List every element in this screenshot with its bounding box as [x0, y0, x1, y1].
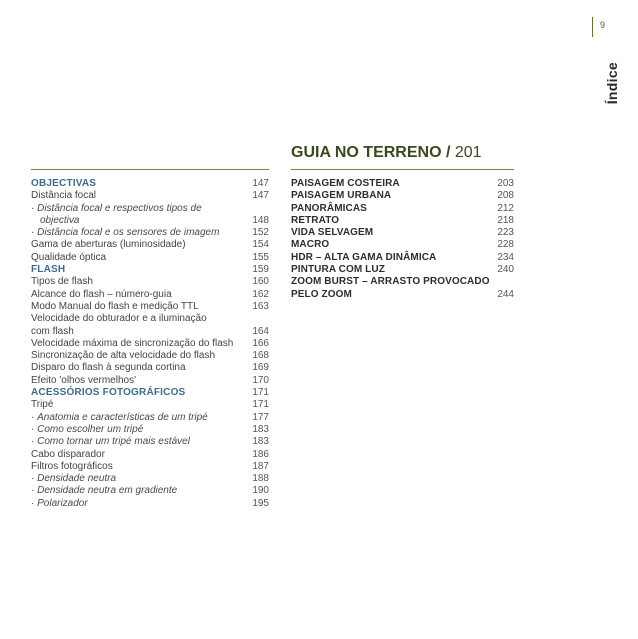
- toc-entry: [31, 338, 269, 350]
- toc-entry-page: 218: [497, 214, 514, 226]
- toc-entry: [31, 362, 269, 374]
- toc-entry: [31, 449, 269, 461]
- toc-entry-title: Efeito 'olhos vermelhos': [31, 374, 136, 386]
- toc-entry-title: Filtros fotográficos: [31, 460, 113, 472]
- toc-entry-title: · Como tornar um tripé mais estável: [31, 436, 190, 448]
- toc-entry: [291, 252, 514, 264]
- toc-entry-page: 208: [497, 190, 514, 202]
- toc-entry: [31, 412, 269, 424]
- page-number-divider: [592, 17, 593, 37]
- toc-entry-page: 160: [252, 276, 269, 288]
- page-number: 9: [600, 20, 606, 30]
- toc-entry-title: · Distância focal e respectivos tipos de: [31, 203, 202, 215]
- toc-entry: [291, 239, 514, 251]
- toc-entry-page: 166: [252, 337, 269, 349]
- toc-entry: [31, 227, 269, 239]
- toc-entry: [31, 436, 269, 448]
- toc-entry: [31, 424, 269, 436]
- toc-entry: [31, 215, 269, 227]
- toc-entry-page: 162: [252, 288, 269, 300]
- toc-entry: [31, 350, 269, 362]
- toc-entry: [31, 498, 269, 510]
- toc-entry: [291, 289, 514, 301]
- toc-entry-page: 240: [497, 264, 514, 276]
- toc-entry-page: 190: [252, 485, 269, 497]
- toc-entry: [31, 326, 269, 338]
- toc-entry-page: 177: [252, 411, 269, 423]
- toc-entry-title: Qualidade óptica: [31, 251, 107, 263]
- toc-entry-title: PAISAGEM URBANA: [291, 190, 392, 202]
- toc-entry-title: Velocidade máxima de sincronização do flash: [31, 337, 234, 349]
- toc-entry: [31, 485, 269, 497]
- toc-entry-page: 169: [252, 362, 269, 374]
- toc-entry-page: 203: [497, 178, 514, 189]
- toc-left-column: [31, 178, 269, 510]
- toc-entry-page: 155: [252, 251, 269, 263]
- index-title: Índice: [604, 62, 620, 105]
- toc-entry-title: Distância focal: [31, 190, 97, 202]
- toc-entry-title: · Polarizador: [31, 498, 88, 510]
- toc-entry: [291, 264, 514, 276]
- toc-entry-page: 187: [252, 460, 269, 472]
- toc-entry-page: 168: [252, 350, 269, 362]
- toc-entry-page: 183: [252, 423, 269, 435]
- toc-entry-title: HDR – ALTA GAMA DINÂMICA: [291, 251, 437, 263]
- toc-entry-page: 171: [252, 399, 269, 411]
- toc-entry-page: 223: [497, 227, 514, 239]
- toc-entry-page: 170: [252, 374, 269, 386]
- toc-entry-title: FLASH: [31, 264, 66, 276]
- toc-entry-title: objectiva: [40, 214, 80, 226]
- toc-entry-title: VIDA SELVAGEM: [291, 227, 374, 239]
- toc-entry-title: Alcance do flash – número-guia: [31, 288, 172, 300]
- toc-entry-title: Velocidade do obturador e a iluminação: [31, 313, 207, 325]
- section-heading-page: 201: [454, 144, 482, 161]
- toc-entry-title: PAISAGEM COSTEIRA: [291, 178, 400, 189]
- toc-entry: [31, 264, 269, 276]
- toc-entry-title: OBJECTIVAS: [31, 178, 97, 189]
- left-divider: [31, 169, 269, 170]
- toc-entry: [31, 375, 269, 387]
- toc-entry: [291, 227, 514, 239]
- toc-entry-page: 164: [252, 325, 269, 337]
- toc-entry-page: 148: [252, 214, 269, 226]
- toc-entry-title: com flash: [31, 325, 74, 337]
- toc-entry-title: · Densidade neutra em gradiente: [31, 485, 177, 497]
- toc-entry-title: · Anatomia e características de um tripé: [31, 412, 208, 424]
- toc-entry: [291, 215, 514, 227]
- toc-entry-title: · Distância focal e os sensores de imagem: [31, 227, 219, 239]
- toc-entry-page: 234: [497, 251, 514, 263]
- toc-entry-page: 163: [252, 300, 269, 312]
- toc-entry: [31, 461, 269, 473]
- toc-entry-page: 183: [252, 436, 269, 448]
- toc-entry-page: 147: [252, 178, 269, 189]
- toc-entry: [31, 399, 269, 411]
- toc-entry-page: 188: [252, 473, 269, 485]
- toc-entry: [291, 190, 514, 202]
- toc-entry: [31, 473, 269, 485]
- toc-entry: [31, 387, 269, 399]
- toc-entry-title: Tipos de flash: [31, 276, 93, 288]
- toc-entry-title: Gama de aberturas (luminosidade): [31, 239, 186, 251]
- toc-entry-title: PELO ZOOM: [291, 288, 352, 300]
- toc-entry-title: MACRO: [291, 239, 330, 251]
- toc-entry-title: Cabo disparador: [31, 448, 105, 460]
- toc-entry-page: 171: [252, 387, 269, 399]
- section-heading: [291, 144, 482, 162]
- toc-entry: [31, 239, 269, 251]
- toc-entry-title: · Densidade neutra: [31, 473, 116, 485]
- toc-entry: [31, 289, 269, 301]
- toc-entry-title: PANORÂMICAS: [291, 202, 367, 214]
- toc-entry-page: 147: [252, 190, 269, 202]
- toc-entry-title: Modo Manual do flash e medição TTL: [31, 300, 199, 312]
- toc-entry: [291, 276, 514, 288]
- toc-entry-page: 152: [252, 227, 269, 239]
- toc-entry-page: 212: [497, 202, 514, 214]
- toc-entry-title: ACESSÓRIOS FOTOGRÁFICOS: [31, 387, 186, 399]
- toc-entry-page: 186: [252, 448, 269, 460]
- toc-entry-page: 154: [252, 239, 269, 251]
- toc-entry: [291, 203, 514, 215]
- toc-entry: [31, 276, 269, 288]
- toc-entry-title: RETRATO: [291, 214, 340, 226]
- toc-entry: [31, 252, 269, 264]
- section-heading-text: GUIA NO TERRENO /: [291, 144, 451, 161]
- toc-right-column: [291, 178, 514, 301]
- toc-entry: [31, 301, 269, 313]
- toc-entry-title: Sincronização de alta velocidade do flash: [31, 350, 216, 362]
- toc-entry-title: ZOOM BURST – ARRASTO PROVOCADO: [291, 276, 490, 288]
- toc-entry: [31, 178, 269, 190]
- right-divider: [291, 169, 514, 170]
- toc-entry-page: 228: [497, 239, 514, 251]
- toc-entry-title: Disparo do flash à segunda cortina: [31, 362, 186, 374]
- toc-entry-title: · Como escolher um tripé: [31, 424, 143, 436]
- toc-entry-page: 159: [252, 264, 269, 276]
- toc-entry-page: 195: [252, 497, 269, 509]
- toc-entry-title: Tripé: [31, 399, 54, 411]
- toc-entry: [31, 190, 269, 202]
- toc-entry: [31, 203, 269, 215]
- toc-entry-page: 244: [497, 288, 514, 300]
- toc-entry-title: PINTURA COM LUZ: [291, 264, 385, 276]
- toc-entry: [31, 313, 269, 325]
- toc-entry: [291, 178, 514, 190]
